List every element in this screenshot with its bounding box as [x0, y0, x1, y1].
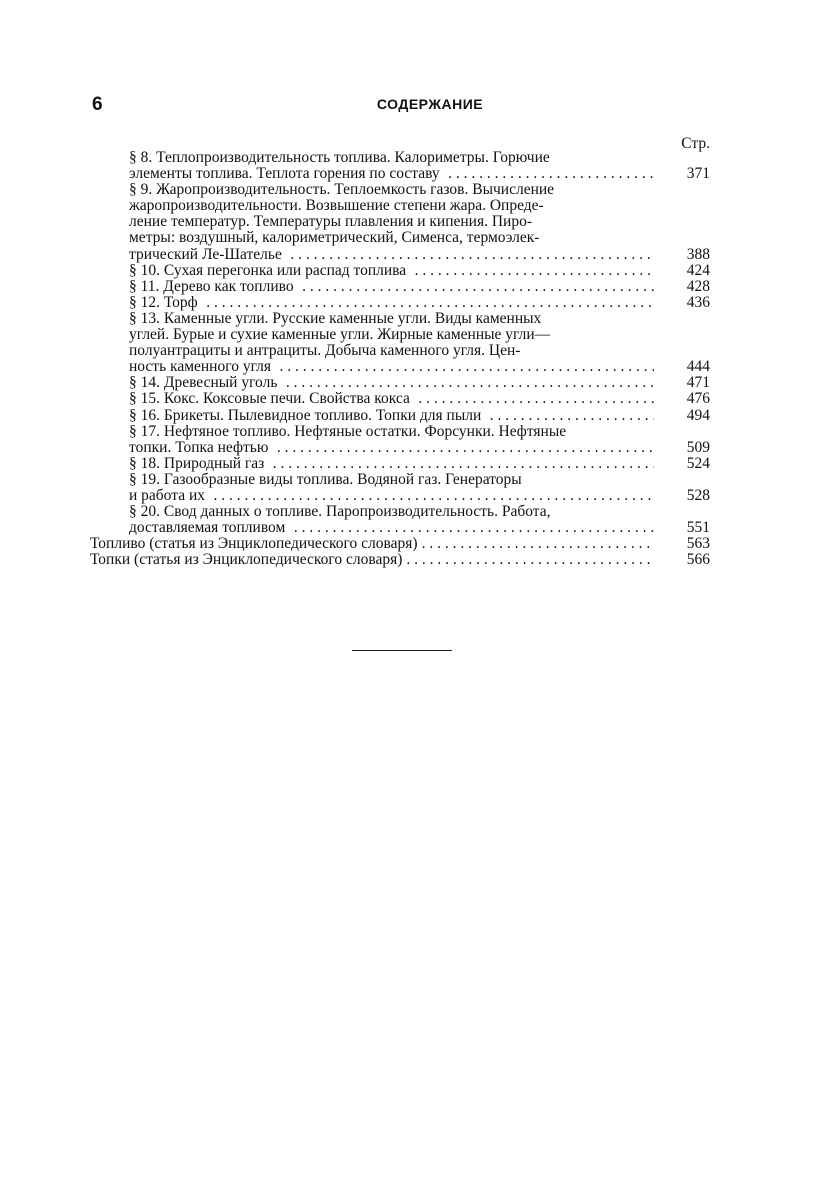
- toc-entry-line: [129, 422, 654, 440]
- toc-page-number: 528: [686, 486, 710, 504]
- toc-entry-line: [129, 406, 654, 424]
- toc-entry-line-text: элементы топлива. Теплота горения по составу: [129, 165, 440, 183]
- toc-entry-line-text: углей. Бурые и сухие каменные угли. Жирные каменные угли—: [129, 326, 551, 344]
- dot-leader: [414, 391, 654, 407]
- toc-entry: [90, 311, 710, 375]
- toc-page-number: 476: [686, 390, 710, 408]
- toc-entry-text: [90, 311, 654, 375]
- toc-entry: [90, 536, 710, 552]
- toc-page-number: 428: [686, 277, 710, 295]
- toc-entry-line: [129, 342, 654, 360]
- dot-leader: [268, 456, 654, 472]
- toc-entry-line-text: § 10. Сухая перегонка или распад топлива: [129, 261, 407, 279]
- toc-entry-line-text: жаропроизводительности. Возвышение степени жара. Опреде-: [129, 197, 544, 215]
- toc-entry-line-text: § 15. Кокс. Коксовые печи. Свойства кокса: [129, 390, 410, 408]
- toc-entry-line: [129, 197, 654, 215]
- toc-entry: [90, 408, 710, 424]
- toc-entry: [90, 456, 710, 472]
- toc-entry-text: [90, 375, 654, 391]
- toc-page-number: 509: [686, 438, 710, 456]
- toc-entry-line-text: § 17. Нефтяное топливо. Нефтяные остатки. Форсунки. Нефтяные: [129, 422, 567, 440]
- toc-entry: [90, 504, 710, 536]
- table-of-contents: [90, 150, 710, 568]
- toc-entry-line: [129, 486, 654, 504]
- toc-page-number: 436: [686, 293, 710, 311]
- toc-entry-line: [129, 149, 654, 166]
- toc-entry-text: [90, 391, 654, 407]
- toc-entry-line-text: § 18. Природный газ: [129, 454, 265, 472]
- toc-entry-line-text: топки. Топка нефтью: [129, 438, 269, 456]
- dot-leader: [289, 520, 654, 536]
- dot-leader: [202, 295, 654, 311]
- toc-entry-line: [90, 552, 654, 568]
- dot-leader: [272, 440, 654, 456]
- toc-entry-text: [90, 472, 654, 504]
- toc-entry-line-text: § 8. Теплопроизводительность топлива. Калориметры. Горючие: [129, 149, 550, 166]
- toc-entry-line: [129, 277, 654, 295]
- toc-entry: [90, 182, 710, 262]
- dot-leader: [275, 359, 654, 375]
- toc-page-number: 551: [686, 519, 710, 537]
- toc-entry-line-text: § 20. Свод данных о топливе. Паропроизводительность. Работа,: [129, 503, 551, 521]
- toc-entry: [90, 279, 710, 295]
- toc-entry-line: [129, 293, 654, 311]
- toc-entry-line: [129, 358, 654, 376]
- toc-entry-text: [90, 263, 654, 279]
- page-column-label: Стр.: [681, 135, 710, 152]
- dot-leader: [286, 247, 654, 263]
- toc-entry-line: [129, 454, 654, 472]
- toc-entry-line-text: ность каменного угля: [129, 358, 272, 376]
- dot-leader: [209, 488, 654, 504]
- toc-entry-line-text: § 13. Каменные угли. Русские каменные угли. Виды каменных: [129, 309, 542, 327]
- toc-entry: [90, 472, 710, 504]
- page-number: 6: [92, 94, 103, 115]
- toc-entry: [90, 552, 710, 568]
- toc-entry-text: [90, 295, 654, 311]
- toc-entry-line: [129, 309, 654, 327]
- toc-entry-line: [129, 519, 654, 537]
- toc-entry-line: [129, 438, 654, 456]
- toc-entry-line-text: полуантрациты и антрациты. Добыча каменного угля. Цен-: [129, 342, 521, 360]
- dot-leader: [298, 279, 654, 295]
- toc-page-number: 371: [686, 165, 710, 183]
- toc-entry-line-text: § 19. Газообразные виды топлива. Водяной газ. Генераторы: [129, 470, 522, 488]
- toc-entry-line-text: и работа их: [129, 486, 205, 504]
- dot-leader: [410, 263, 654, 279]
- dot-leader: [422, 536, 654, 552]
- toc-entry-text: [90, 182, 654, 262]
- toc-entry: [90, 424, 710, 456]
- toc-page-number: 494: [686, 406, 710, 424]
- toc-entry-text: [90, 536, 654, 552]
- toc-entry-line-text: § 9. Жаропроизводительность. Теплоемкость газов. Вычисление: [129, 181, 555, 199]
- end-divider: [352, 650, 452, 651]
- toc-page-number: 563: [686, 535, 710, 553]
- toc-page-number: 388: [686, 245, 710, 263]
- toc-entry-line: [129, 213, 654, 231]
- toc-entry-line-text: метры: воздушный, калориметрический, Сименса, термоэлек-: [129, 229, 540, 247]
- toc-entry: [90, 375, 710, 391]
- toc-entry-text: [90, 504, 654, 536]
- toc-entry-line: [129, 245, 654, 263]
- toc-entry-text: [90, 424, 654, 456]
- dot-leader: [485, 408, 654, 424]
- toc-entry-line-text: Топки (статья из Энциклопедического словаря): [90, 551, 403, 569]
- toc-entry-text: [90, 150, 654, 182]
- toc-entry-text: [90, 552, 654, 568]
- toc-entry-line-text: ление температур. Температуры плавления и кипения. Пиро-: [129, 213, 532, 231]
- toc-entry-line: [129, 503, 654, 521]
- toc-entry-line: [129, 470, 654, 488]
- toc-page-number: 424: [686, 261, 710, 279]
- toc-entry-line: [129, 229, 654, 247]
- toc-entry: [90, 263, 710, 279]
- toc-entry: [90, 295, 710, 311]
- toc-page-number: 566: [686, 551, 710, 569]
- toc-page-number: 471: [686, 374, 710, 392]
- toc-entry-line: [129, 165, 654, 183]
- toc-page-number: 524: [686, 454, 710, 472]
- toc-entry-line: [129, 326, 654, 344]
- toc-entry-line: [129, 390, 654, 408]
- toc-entry-line: [90, 536, 654, 552]
- dot-leader: [281, 375, 654, 391]
- running-head-title: СОДЕРЖАНИЕ: [376, 96, 484, 112]
- toc-entry-line: [129, 374, 654, 392]
- toc-entry-line-text: § 14. Древесный уголь: [129, 374, 278, 392]
- toc-entry: [90, 150, 710, 182]
- toc-entry-line-text: доставляемая топливом: [129, 519, 286, 537]
- toc-entry-line-text: § 12. Торф: [129, 293, 198, 311]
- toc-entry-text: [90, 279, 654, 295]
- toc-entry-line-text: трический Ле-Шателье: [129, 245, 282, 263]
- toc-entry-line-text: Топливо (статья из Энциклопедического словаря): [90, 535, 418, 553]
- dot-leader: [406, 552, 654, 568]
- toc-entry-line: [129, 181, 654, 199]
- toc-page-number: 444: [686, 358, 710, 376]
- toc-entry-line: [129, 261, 654, 279]
- toc-entry-line-text: § 11. Дерево как топливо: [129, 277, 294, 295]
- dot-leader: [444, 166, 654, 182]
- toc-entry-text: [90, 408, 654, 424]
- toc-entry: [90, 391, 710, 407]
- toc-entry-line-text: § 16. Брикеты. Пылевидное топливо. Топки для пыли: [129, 406, 482, 424]
- toc-entry-text: [90, 456, 654, 472]
